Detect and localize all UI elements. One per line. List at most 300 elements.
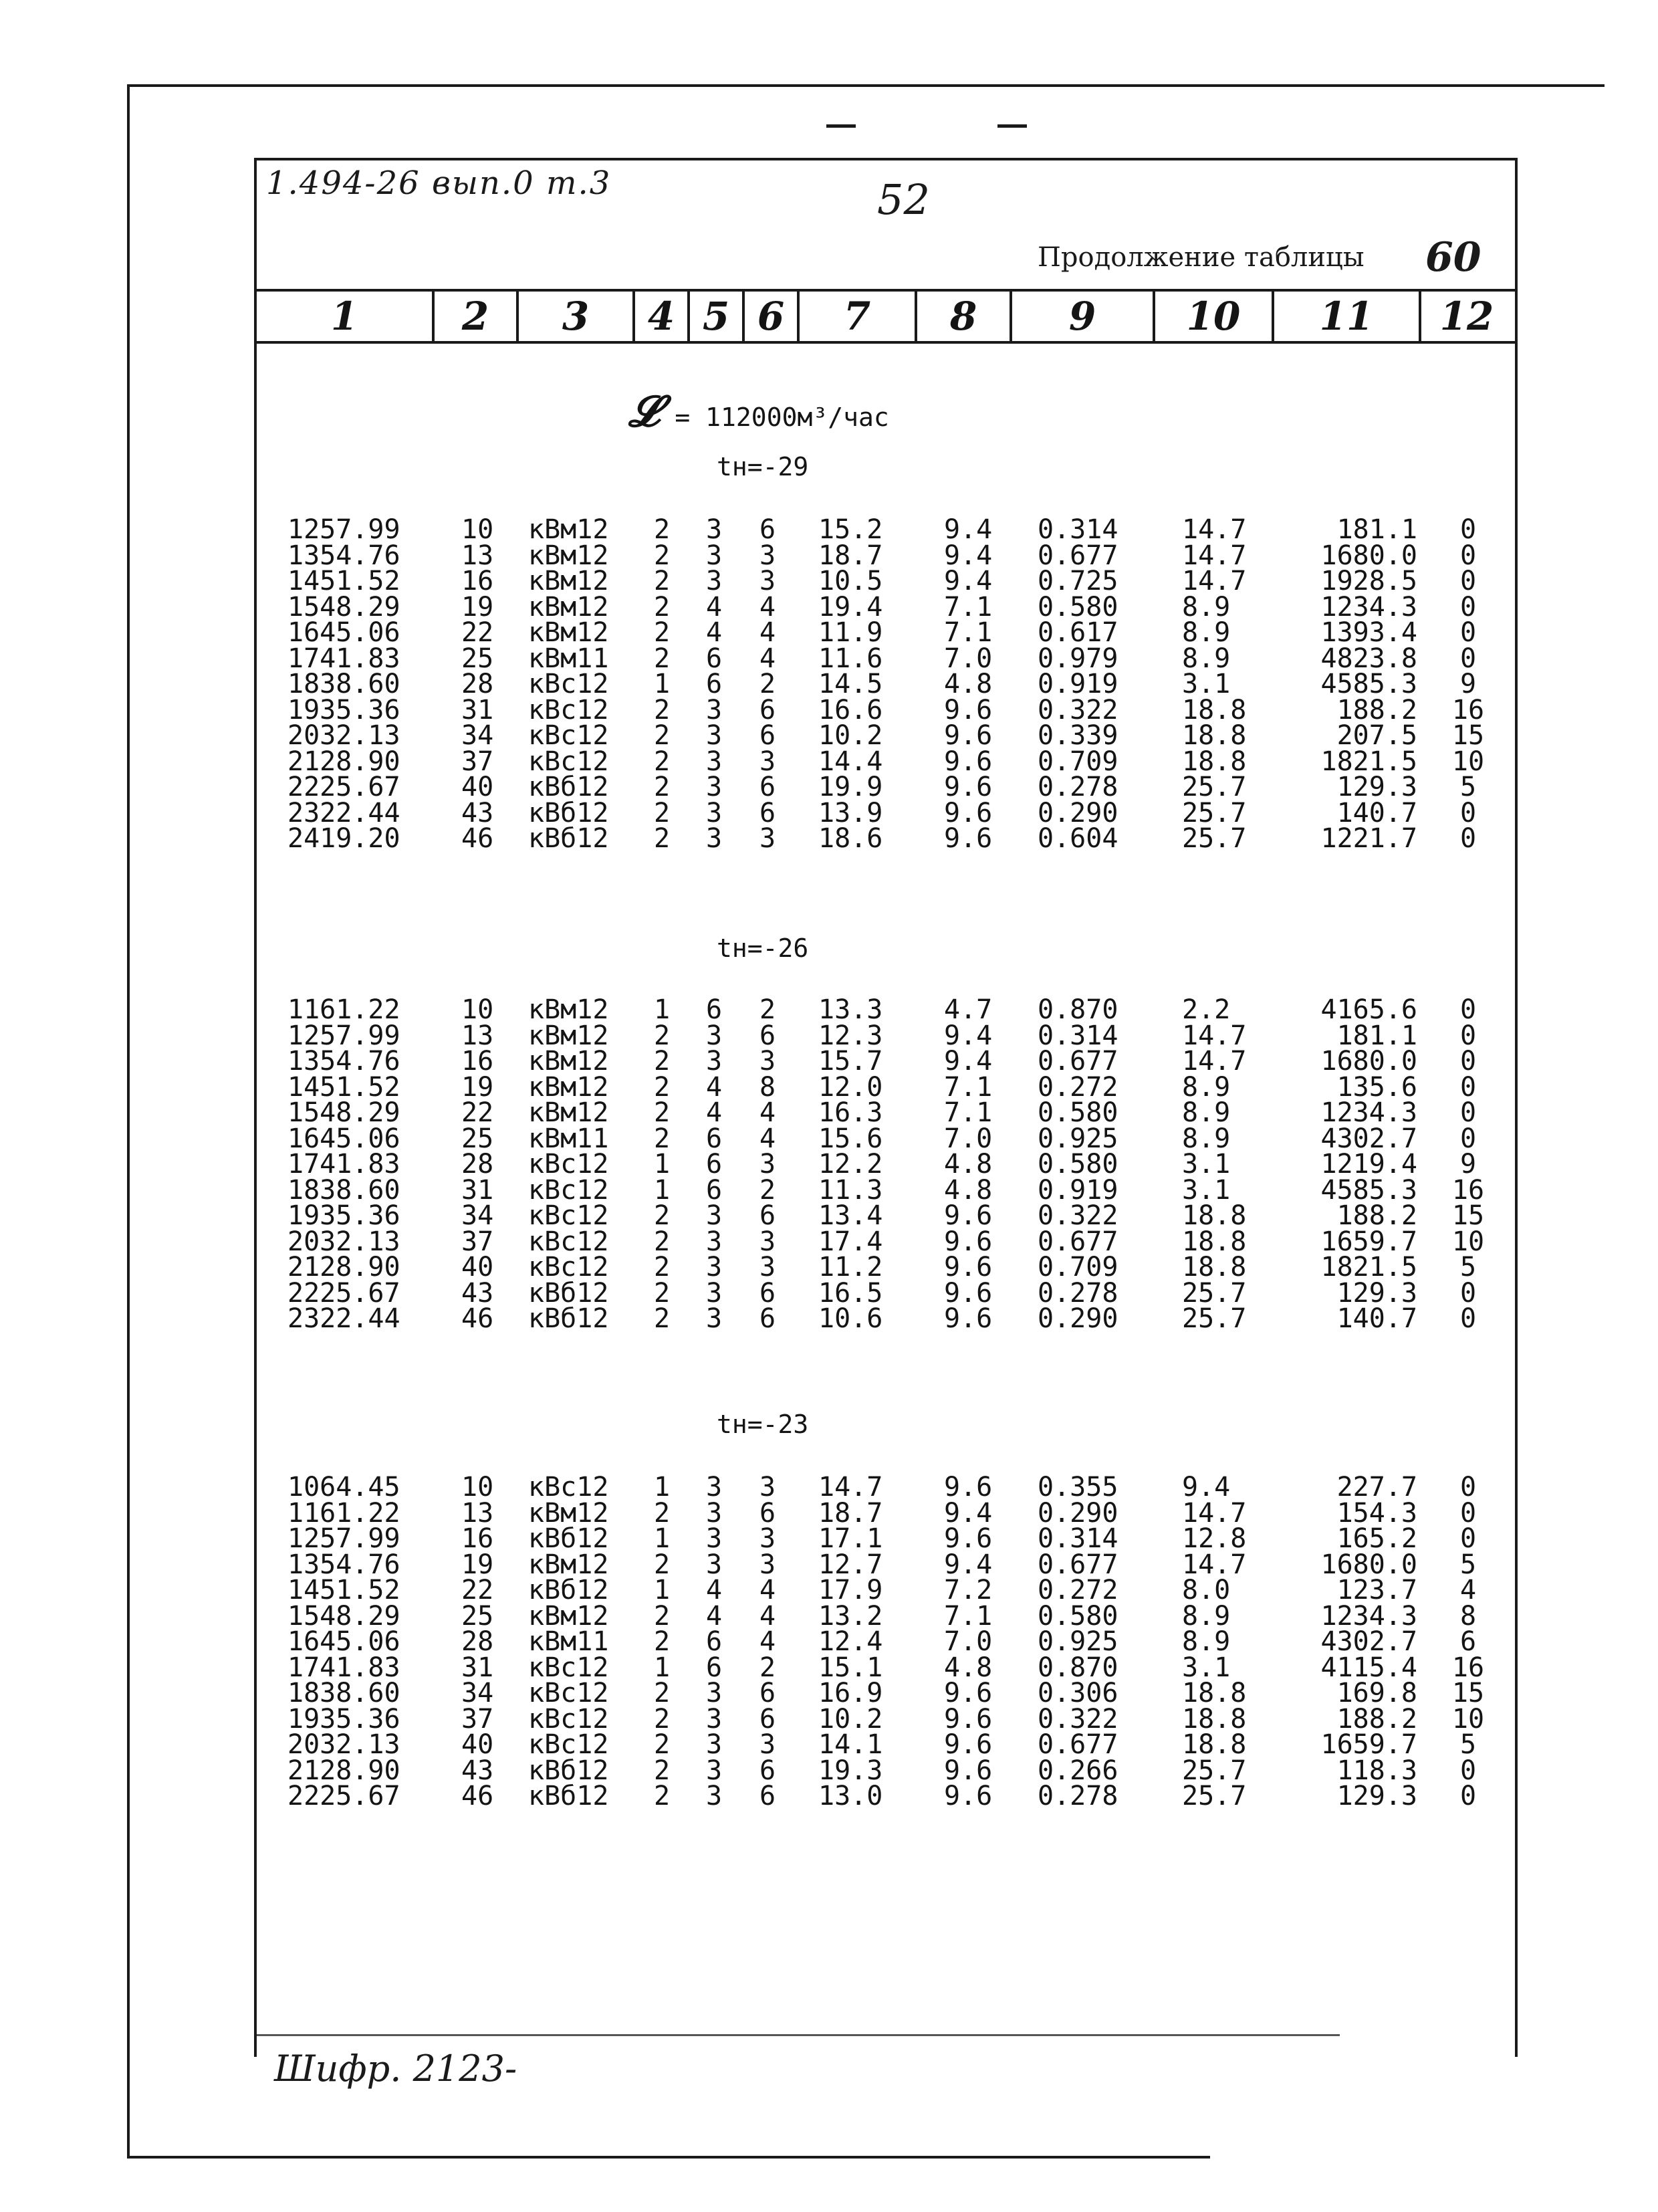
cell-segment-count: 43 <box>461 797 494 828</box>
cell-col-11: 1234.3 <box>1320 591 1417 623</box>
table-row <box>0 1497 1658 1529</box>
table-row <box>0 1781 1658 1811</box>
cell-col-7: 10.6 <box>818 1303 883 1334</box>
table-row <box>0 746 1658 777</box>
cell-col-9: 0.339 <box>1038 720 1118 751</box>
table-number: 60 <box>1425 234 1482 281</box>
cell-col-10: 14.7 <box>1182 1046 1247 1077</box>
cell-bz-value: 1935.36 <box>287 1703 400 1735</box>
cell-col-5: 6 <box>706 1174 723 1206</box>
cell-col-11: 1659.7 <box>1320 1226 1417 1257</box>
cell-col-5: 3 <box>706 1755 723 1786</box>
table-row <box>0 720 1658 751</box>
cell-fan-model: кВс12 <box>528 1226 609 1257</box>
cell-col-12: 5 <box>1459 1549 1477 1580</box>
cell-col-7: 16.9 <box>818 1678 883 1708</box>
cell-col-5: 6 <box>706 1123 723 1154</box>
cell-col-9: 0.314 <box>1038 514 1118 545</box>
cell-col-4: 2 <box>654 720 671 751</box>
cell-fan-model: кВс12 <box>528 1703 609 1735</box>
cell-col-5: 6 <box>706 1149 723 1180</box>
cell-col-6: 6 <box>759 1755 776 1786</box>
cell-segment-count: 22 <box>461 617 494 648</box>
cell-segment-count: 16 <box>461 1046 494 1077</box>
cell-col-4: 2 <box>654 772 671 802</box>
cell-col-12: 4 <box>1459 1575 1477 1606</box>
cell-col-11: 129.3 <box>1336 1277 1417 1309</box>
footer-rule <box>257 2034 1340 2036</box>
cell-col-8: 4.8 <box>944 1174 993 1206</box>
cell-col-12: 16 <box>1451 694 1485 726</box>
cell-col-9: 0.580 <box>1038 1149 1118 1180</box>
cell-col-11: 181.1 <box>1336 514 1417 545</box>
section-temperature-label: tн=-23 <box>717 1410 809 1439</box>
cell-segment-count: 31 <box>461 1652 494 1683</box>
binding-mark <box>997 124 1027 128</box>
cell-col-12: 0 <box>1459 1755 1477 1786</box>
cell-col-9: 0.919 <box>1038 1174 1118 1206</box>
cell-col-9: 0.677 <box>1038 1729 1118 1760</box>
cell-col-9: 0.580 <box>1038 1097 1118 1128</box>
cell-col-11: 123.7 <box>1336 1575 1417 1606</box>
cell-bz-value: 1257.99 <box>287 1523 400 1554</box>
cell-col-7: 13.2 <box>818 1600 883 1632</box>
cell-col-5: 3 <box>706 1703 723 1735</box>
cell-segment-count: 28 <box>461 669 494 699</box>
cell-col-5: 3 <box>706 746 723 777</box>
cell-col-4: 2 <box>654 1123 671 1154</box>
cell-segment-count: 40 <box>461 1252 494 1283</box>
cell-col-4: 2 <box>654 1046 671 1077</box>
cell-col-11: 207.5 <box>1336 720 1417 751</box>
cell-segment-count: 31 <box>461 694 494 726</box>
cell-col-8: 9.4 <box>944 566 993 596</box>
table-row <box>0 514 1658 545</box>
cell-col-5: 4 <box>706 1575 723 1606</box>
table-row <box>0 1729 1658 1760</box>
cell-col-11: 1821.5 <box>1320 1252 1417 1283</box>
cell-col-12: 0 <box>1459 1046 1477 1077</box>
cell-bz-value: 2128.90 <box>287 1252 400 1283</box>
cell-col-11: 129.3 <box>1336 772 1417 802</box>
cell-col-6: 3 <box>759 1149 776 1180</box>
cell-fan-model: кВс12 <box>528 1472 609 1503</box>
cell-col-11: 181.1 <box>1336 1020 1417 1051</box>
cell-segment-count: 46 <box>461 1303 494 1334</box>
cell-col-8: 9.4 <box>944 540 993 571</box>
cell-fan-model: кВм12 <box>528 994 609 1025</box>
cell-bz-value: 1838.60 <box>287 669 400 699</box>
cell-fan-model: кВм11 <box>528 1123 609 1154</box>
cell-col-9: 0.709 <box>1038 1252 1118 1283</box>
cell-col-10: 9.4 <box>1182 1472 1231 1503</box>
cell-col-11: 1221.7 <box>1320 823 1417 854</box>
cell-col-9: 0.677 <box>1038 540 1118 571</box>
cell-col-12: 0 <box>1459 1097 1477 1128</box>
cell-segment-count: 28 <box>461 1626 494 1657</box>
cell-col-9: 0.870 <box>1038 1652 1118 1683</box>
cell-col-4: 1 <box>654 1652 671 1683</box>
cell-col-7: 11.2 <box>818 1252 883 1283</box>
cell-col-6: 6 <box>759 1497 776 1529</box>
cell-bz-value: 1354.76 <box>287 1046 400 1077</box>
column-header: 11 <box>1274 292 1421 341</box>
cell-col-9: 0.290 <box>1038 1303 1118 1334</box>
cell-bz-value: 1354.76 <box>287 1549 400 1580</box>
cell-col-8: 9.6 <box>944 1678 993 1708</box>
cell-col-5: 3 <box>706 772 723 802</box>
cell-col-12: 0 <box>1459 1523 1477 1554</box>
cell-bz-value: 1741.83 <box>287 1652 400 1683</box>
cell-bz-value: 1548.29 <box>287 1097 400 1128</box>
cell-col-7: 16.5 <box>818 1277 883 1309</box>
cell-col-4: 2 <box>654 1703 671 1735</box>
cell-col-6: 4 <box>759 1600 776 1632</box>
table-row <box>0 1549 1658 1580</box>
cell-bz-value: 2225.67 <box>287 772 400 802</box>
cell-segment-count: 10 <box>461 994 494 1025</box>
cell-col-10: 25.7 <box>1182 823 1247 854</box>
cell-col-5: 3 <box>706 1678 723 1708</box>
cell-col-10: 18.8 <box>1182 1703 1247 1735</box>
cell-col-8: 4.8 <box>944 669 993 699</box>
airflow-value: = 112000м³/час <box>675 403 889 432</box>
cell-col-9: 0.322 <box>1038 1200 1118 1231</box>
cell-col-9: 0.290 <box>1038 1497 1118 1529</box>
cell-bz-value: 1645.06 <box>287 1123 400 1154</box>
cell-col-9: 0.322 <box>1038 694 1118 726</box>
cell-col-10: 3.1 <box>1182 1652 1231 1683</box>
cell-col-8: 9.6 <box>944 1729 993 1760</box>
cell-col-4: 2 <box>654 1755 671 1786</box>
cell-bz-value: 2032.13 <box>287 720 400 751</box>
cell-col-7: 15.1 <box>818 1652 883 1683</box>
column-header: 4 <box>635 292 690 341</box>
airflow-symbol: 𝓛 <box>628 386 660 437</box>
cell-col-5: 6 <box>706 994 723 1025</box>
cell-col-9: 0.677 <box>1038 1226 1118 1257</box>
cell-col-11: 188.2 <box>1336 1200 1417 1231</box>
cell-bz-value: 1451.52 <box>287 1575 400 1606</box>
cell-col-6: 4 <box>759 1575 776 1606</box>
column-header: 1 <box>257 292 435 341</box>
cell-col-10: 14.7 <box>1182 1497 1247 1529</box>
cell-col-12: 5 <box>1459 772 1477 802</box>
cell-col-11: 165.2 <box>1336 1523 1417 1554</box>
cell-col-10: 8.9 <box>1182 643 1231 674</box>
cell-col-10: 8.0 <box>1182 1575 1231 1606</box>
cell-col-9: 0.979 <box>1038 643 1118 674</box>
cell-col-12: 16 <box>1451 1174 1485 1206</box>
cell-col-5: 3 <box>706 1497 723 1529</box>
cell-col-8: 7.0 <box>944 643 993 674</box>
cell-col-7: 13.3 <box>818 994 883 1025</box>
cell-col-6: 3 <box>759 1729 776 1760</box>
cell-col-10: 18.8 <box>1182 746 1247 777</box>
cell-col-6: 3 <box>759 540 776 571</box>
cell-col-11: 1680.0 <box>1320 1046 1417 1077</box>
cell-col-11: 140.7 <box>1336 797 1417 828</box>
cell-col-9: 0.925 <box>1038 1123 1118 1154</box>
cell-col-5: 3 <box>706 1200 723 1231</box>
cell-col-9: 0.709 <box>1038 746 1118 777</box>
cell-fan-model: кВб12 <box>528 1523 609 1554</box>
cell-col-8: 9.6 <box>944 1252 993 1283</box>
cell-col-8: 9.4 <box>944 1020 993 1051</box>
cell-segment-count: 37 <box>461 1703 494 1735</box>
cell-col-10: 8.9 <box>1182 617 1231 648</box>
table-row <box>0 1600 1658 1632</box>
cell-bz-value: 1161.22 <box>287 994 400 1025</box>
cell-col-5: 3 <box>706 1549 723 1580</box>
cell-col-4: 2 <box>654 617 671 648</box>
cell-col-11: 1234.3 <box>1320 1600 1417 1632</box>
cell-col-7: 18.7 <box>818 1497 883 1529</box>
cell-col-9: 0.617 <box>1038 617 1118 648</box>
cell-col-5: 6 <box>706 643 723 674</box>
table-row <box>0 1678 1658 1708</box>
cell-col-7: 15.2 <box>818 514 883 545</box>
section-temperature-label: tн=-29 <box>717 452 809 481</box>
cell-col-4: 2 <box>654 1781 671 1811</box>
table-row <box>0 643 1658 674</box>
airflow-formula <box>628 386 889 437</box>
sheet-border-bottom <box>127 2156 1210 2159</box>
cell-col-9: 0.290 <box>1038 797 1118 828</box>
cell-col-7: 12.7 <box>818 1549 883 1580</box>
cell-fan-model: кВм12 <box>528 1600 609 1632</box>
cell-segment-count: 34 <box>461 1678 494 1708</box>
cell-col-4: 2 <box>654 540 671 571</box>
cell-col-8: 9.6 <box>944 720 993 751</box>
table-row <box>0 994 1658 1025</box>
table-row <box>0 566 1658 596</box>
cell-col-6: 3 <box>759 1523 776 1554</box>
cell-col-4: 2 <box>654 566 671 596</box>
cell-segment-count: 37 <box>461 746 494 777</box>
cell-bz-value: 2032.13 <box>287 1226 400 1257</box>
cell-col-5: 3 <box>706 1020 723 1051</box>
cell-col-12: 0 <box>1459 617 1477 648</box>
cell-col-11: 4165.6 <box>1320 994 1417 1025</box>
cell-col-4: 2 <box>654 1200 671 1231</box>
cell-bz-value: 1645.06 <box>287 617 400 648</box>
cell-col-4: 2 <box>654 1549 671 1580</box>
cell-col-5: 3 <box>706 1472 723 1503</box>
cell-col-9: 0.266 <box>1038 1755 1118 1786</box>
cell-col-7: 15.7 <box>818 1046 883 1077</box>
cell-fan-model: кВб12 <box>528 823 609 854</box>
cell-col-10: 25.7 <box>1182 1755 1247 1786</box>
cell-col-9: 0.725 <box>1038 566 1118 596</box>
cell-fan-model: кВм12 <box>528 591 609 623</box>
cell-col-11: 1680.0 <box>1320 1549 1417 1580</box>
cell-fan-model: кВм12 <box>528 1071 609 1103</box>
cell-col-4: 2 <box>654 1600 671 1632</box>
cell-segment-count: 22 <box>461 1097 494 1128</box>
cell-segment-count: 16 <box>461 566 494 596</box>
cell-col-11: 1219.4 <box>1320 1149 1417 1180</box>
cell-col-10: 3.1 <box>1182 669 1231 699</box>
cell-col-6: 4 <box>759 591 776 623</box>
cell-col-6: 2 <box>759 994 776 1025</box>
cell-segment-count: 13 <box>461 1020 494 1051</box>
cell-segment-count: 34 <box>461 720 494 751</box>
cell-col-8: 4.7 <box>944 994 993 1025</box>
cell-col-11: 140.7 <box>1336 1303 1417 1334</box>
cell-col-4: 1 <box>654 1523 671 1554</box>
cell-fan-model: кВб12 <box>528 1755 609 1786</box>
column-header: 12 <box>1439 294 1494 339</box>
cell-col-8: 7.1 <box>944 617 993 648</box>
cell-col-10: 8.9 <box>1182 1626 1231 1657</box>
cell-col-12: 0 <box>1459 1020 1477 1051</box>
column-header: 9 <box>1012 292 1155 341</box>
cell-col-10: 8.9 <box>1182 1123 1231 1154</box>
cell-col-12: 15 <box>1451 1678 1485 1708</box>
cell-col-10: 8.9 <box>1182 591 1231 623</box>
column-header: 10 <box>1155 292 1274 341</box>
cell-col-9: 0.272 <box>1038 1575 1118 1606</box>
cell-col-5: 3 <box>706 797 723 828</box>
table-row <box>0 1703 1658 1735</box>
cell-fan-model: кВс12 <box>528 720 609 751</box>
cell-segment-count: 31 <box>461 1174 494 1206</box>
cell-col-10: 8.9 <box>1182 1600 1231 1632</box>
cell-segment-count: 22 <box>461 1575 494 1606</box>
cell-segment-count: 10 <box>461 1472 494 1503</box>
cell-fan-model: кВм12 <box>528 566 609 596</box>
cell-segment-count: 46 <box>461 1781 494 1811</box>
continuation-label: Продолжение таблицы <box>1038 242 1365 273</box>
cell-segment-count: 25 <box>461 1600 494 1632</box>
cell-col-7: 17.4 <box>818 1226 883 1257</box>
cell-col-11: 135.6 <box>1336 1071 1417 1103</box>
cell-col-9: 0.580 <box>1038 591 1118 623</box>
cell-col-4: 1 <box>654 1575 671 1606</box>
cell-col-6: 4 <box>759 643 776 674</box>
cell-col-8: 9.6 <box>944 823 993 854</box>
cell-col-11: 118.3 <box>1336 1755 1417 1786</box>
cell-fan-model: кВс12 <box>528 746 609 777</box>
cell-col-4: 1 <box>654 1174 671 1206</box>
cell-segment-count: 46 <box>461 823 494 854</box>
cell-col-7: 19.4 <box>818 591 883 623</box>
cell-col-4: 1 <box>654 994 671 1025</box>
cell-col-12: 0 <box>1459 643 1477 674</box>
cell-col-6: 2 <box>759 1174 776 1206</box>
cell-col-9: 0.306 <box>1038 1678 1118 1708</box>
cell-col-10: 18.8 <box>1182 694 1247 726</box>
cell-bz-value: 1838.60 <box>287 1174 400 1206</box>
cell-col-12: 10 <box>1451 1226 1485 1257</box>
table-row <box>0 591 1658 623</box>
cell-col-4: 2 <box>654 1277 671 1309</box>
cell-col-7: 11.3 <box>818 1174 883 1206</box>
cell-col-11: 4585.3 <box>1320 1174 1417 1206</box>
cell-col-10: 18.8 <box>1182 1252 1247 1283</box>
cell-col-11: 4115.4 <box>1320 1652 1417 1683</box>
cell-col-4: 2 <box>654 797 671 828</box>
cell-col-6: 3 <box>759 1252 776 1283</box>
cell-col-5: 3 <box>706 1046 723 1077</box>
cell-col-4: 2 <box>654 643 671 674</box>
cell-col-7: 12.0 <box>818 1071 883 1103</box>
cell-col-10: 3.1 <box>1182 1174 1231 1206</box>
cell-fan-model: кВс12 <box>528 1174 609 1206</box>
cell-col-12: 5 <box>1459 1729 1477 1760</box>
cell-col-5: 3 <box>706 1226 723 1257</box>
cell-col-10: 18.8 <box>1182 1226 1247 1257</box>
cell-fan-model: кВс12 <box>528 1252 609 1283</box>
cell-col-4: 1 <box>654 1472 671 1503</box>
table-row <box>0 1575 1658 1606</box>
cell-col-7: 15.6 <box>818 1123 883 1154</box>
binding-mark <box>826 124 856 128</box>
cell-col-7: 17.9 <box>818 1575 883 1606</box>
cell-col-10: 25.7 <box>1182 797 1247 828</box>
cell-segment-count: 13 <box>461 540 494 571</box>
cell-col-10: 2.2 <box>1182 994 1231 1025</box>
cell-col-6: 3 <box>759 823 776 854</box>
cell-col-8: 9.6 <box>944 1200 993 1231</box>
cell-col-7: 13.0 <box>818 1781 883 1811</box>
cell-bz-value: 1935.36 <box>287 694 400 726</box>
cell-col-7: 13.9 <box>818 797 883 828</box>
column-header: 7 <box>800 292 917 341</box>
cell-segment-count: 25 <box>461 643 494 674</box>
table-row <box>0 1277 1658 1309</box>
cell-col-12: 0 <box>1459 1497 1477 1529</box>
cell-col-12: 0 <box>1459 514 1477 545</box>
cell-col-11: 188.2 <box>1336 1703 1417 1735</box>
cell-col-7: 10.5 <box>818 566 883 596</box>
cell-col-4: 2 <box>654 1226 671 1257</box>
cell-col-9: 0.278 <box>1038 1781 1118 1811</box>
cell-col-5: 4 <box>706 1097 723 1128</box>
cell-col-12: 0 <box>1459 591 1477 623</box>
cell-bz-value: 1935.36 <box>287 1200 400 1231</box>
cell-col-8: 9.6 <box>944 1472 993 1503</box>
cell-fan-model: кВм12 <box>528 1020 609 1051</box>
cell-fan-model: кВб12 <box>528 1277 609 1309</box>
table-row <box>0 1071 1658 1103</box>
section-temperature-label: tн=-26 <box>717 933 809 963</box>
cell-col-10: 14.7 <box>1182 514 1247 545</box>
table-row <box>0 1123 1658 1154</box>
cell-col-7: 18.7 <box>818 540 883 571</box>
cell-bz-value: 1838.60 <box>287 1678 400 1708</box>
table-row <box>0 1626 1658 1657</box>
cell-segment-count: 16 <box>461 1523 494 1554</box>
page-number: 52 <box>877 175 930 224</box>
cell-col-12: 5 <box>1459 1252 1477 1283</box>
cell-col-6: 2 <box>759 669 776 699</box>
cell-bz-value: 1161.22 <box>287 1497 400 1529</box>
cell-col-8: 9.4 <box>944 1046 993 1077</box>
cell-col-7: 11.9 <box>818 617 883 648</box>
cell-col-4: 2 <box>654 694 671 726</box>
cell-bz-value: 1451.52 <box>287 1071 400 1103</box>
column-header: 5 <box>690 292 745 341</box>
cell-col-8: 9.4 <box>944 514 993 545</box>
cell-col-4: 2 <box>654 514 671 545</box>
cell-col-6: 3 <box>759 746 776 777</box>
cell-col-9: 0.272 <box>1038 1071 1118 1103</box>
cell-col-11: 1234.3 <box>1320 1097 1417 1128</box>
cell-col-8: 9.6 <box>944 694 993 726</box>
cell-col-8: 9.6 <box>944 1781 993 1811</box>
